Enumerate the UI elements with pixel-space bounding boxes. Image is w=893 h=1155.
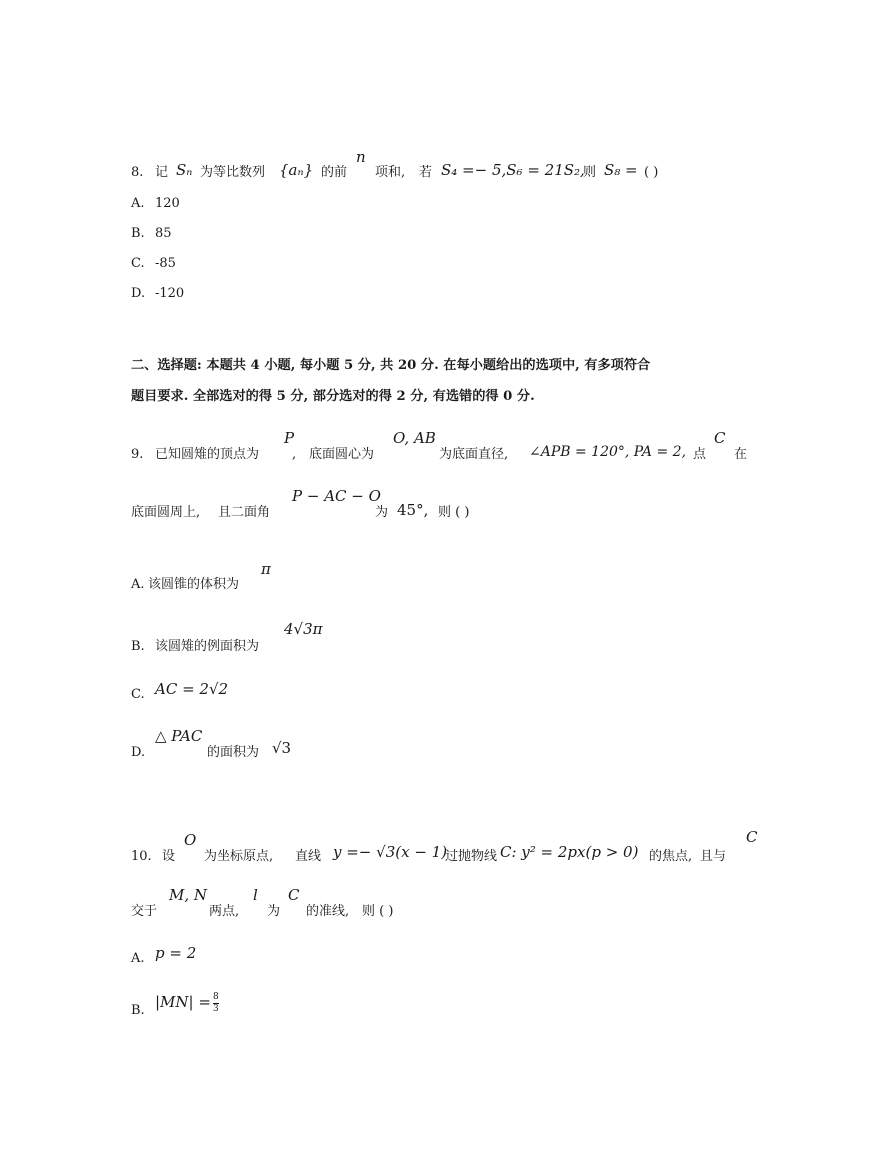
q10-option-b-label: B. [131, 1003, 145, 1018]
q8-text-3: 的前 [321, 165, 348, 180]
q8-text-1: 记 [155, 165, 169, 180]
q10-text-1: 设 [162, 849, 176, 864]
q10-option-a-label: A. [131, 951, 145, 966]
q10-math-c-2: C [288, 886, 300, 904]
q10-math-line: y =− √3(x − 1) [333, 843, 448, 861]
q10-text-3: 直线 [295, 849, 322, 864]
q10-option-b-math: |MN| = [155, 993, 211, 1011]
q8-option-b-label: B. [131, 226, 145, 241]
q8-option-b-text: 85 [155, 226, 172, 241]
q10-option-b-formula [155, 993, 219, 1014]
q8-math-n: n [356, 148, 366, 166]
q8-option-d-label: D. [131, 286, 146, 301]
q10-text-2: 为坐标原点, [204, 849, 274, 864]
q9-text-5: 点 [693, 447, 707, 462]
section-2-line-2: 题目要求. 全部选对的得 5 分, 部分选对的得 2 分, 有选错的得 0 分. [131, 389, 535, 404]
q8-number: 8. [131, 165, 144, 180]
q8-text-4: 项和, [375, 165, 406, 180]
q9-math-dihedral: P − AC − O [292, 487, 381, 505]
q10-math-parabola: C: y² = 2px(p > 0) [500, 843, 639, 861]
q9-option-a-text: 该圆锥的体积为 [148, 577, 240, 592]
q8-option-d-text: -120 [155, 286, 185, 301]
q10-math-l: l [253, 886, 258, 904]
q10-option-b-frac-num: 8 [212, 992, 219, 1002]
q8-text-6: 则 [583, 165, 597, 180]
q9-text-2: , [292, 447, 297, 462]
q8-option-c-label: C. [131, 256, 145, 271]
q8-option-c-text: -85 [155, 256, 176, 271]
q10-number: 10. [131, 849, 152, 864]
q9-option-d-math-2: √3 [272, 739, 292, 757]
q10-text-10: 的准线, [306, 904, 350, 919]
q9-text-3: 底面圆心为 [309, 447, 375, 462]
q9-option-c-math: AC = 2√2 [155, 680, 229, 698]
q9-number: 9. [131, 447, 144, 462]
q10-text-6: 且与 [700, 849, 727, 864]
q10-math-mn: M, N [169, 886, 208, 904]
q9-option-d-label: D. [131, 745, 146, 760]
q10-option-b-fraction [213, 993, 219, 1014]
q10-text-9: 为 [267, 904, 281, 919]
q9-text-7: 底面圆周上, [131, 505, 201, 520]
q9-text-4: 为底面直径, [439, 447, 509, 462]
q8-text-5: 若 [419, 165, 433, 180]
q8-option-a-label: A. [131, 196, 145, 211]
q10-text-5: 的焦点, [649, 849, 693, 864]
q8-text-2: 为等比数列 [200, 165, 266, 180]
q9-option-b-text: 该圆雉的例面积为 [155, 639, 260, 654]
q10-text-8: 两点, [209, 904, 240, 919]
q9-option-a-label: A. [131, 577, 145, 592]
q9-math-oab: O, AB [393, 429, 436, 447]
q9-option-c-label: C. [131, 687, 145, 702]
section-2-line-1: 二、选择题: 本题共 4 小题, 每小题 5 分, 共 20 分. 在每小题给出的选项中, 有多项符合 [131, 358, 651, 373]
q9-text-10: 则 ( ) [438, 505, 470, 520]
q8-math-an: {aₙ} [279, 161, 314, 179]
q9-text-8: 且二面角 [218, 505, 271, 520]
q10-option-b-frac-den: 3 [212, 1004, 219, 1014]
q9-option-d-math: △ PAC [155, 727, 203, 745]
q10-option-a-math: p = 2 [155, 944, 197, 962]
q9-option-b-math: 4√3π [284, 620, 323, 638]
q9-math-p: P [284, 429, 295, 447]
q8-math-s8: S₈ = [604, 161, 638, 179]
q9-option-d-text: 的面积为 [207, 745, 260, 760]
q10-math-o: O [184, 831, 197, 849]
q9-math-45: 45°, [397, 501, 429, 519]
q8-option-a-text: 120 [155, 196, 180, 211]
q10-text-11: 则 ( ) [362, 904, 394, 919]
q8-math-sn: Sₙ [176, 161, 193, 179]
q10-text-4: 过抛物线 [445, 849, 498, 864]
q9-option-b-label: B. [131, 639, 145, 654]
q9-text-6: 在 [734, 447, 748, 462]
q9-option-a-math: π [261, 560, 271, 578]
q10-math-c: C [746, 828, 758, 846]
q9-text-1: 已知圆雉的顶点为 [155, 447, 260, 462]
q9-math-angle: ∠APB = 120°, PA = 2, [529, 444, 687, 460]
q8-text-7: ( ) [644, 165, 659, 180]
q10-text-7: 交于 [131, 904, 158, 919]
q9-text-9: 为 [375, 505, 389, 520]
q8-math-condition: S₄ =− 5,S₆ = 21S₂, [441, 161, 585, 179]
q9-math-c: C [714, 429, 726, 447]
